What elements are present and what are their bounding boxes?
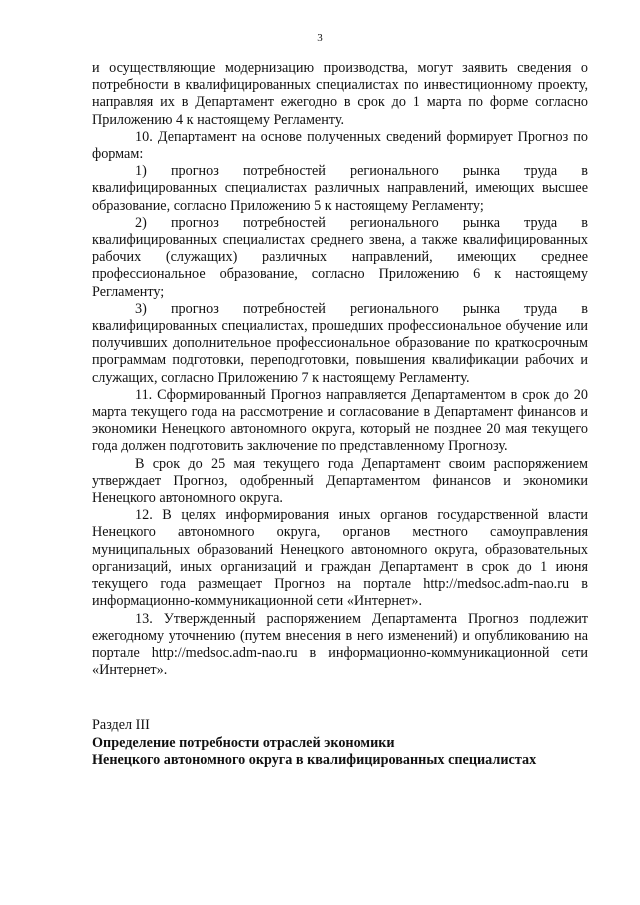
page-number: 3 [317,32,323,44]
section-title-line-2: Ненецкого автономного округа в квалифицированных специалистах [92,751,537,768]
paragraph-10: 10. Департамент на основе полученных сведений формирует Прогноз по формам: [92,128,588,163]
paragraph-13: 13. Утвержденный распоряжением Департамента Прогноз подлежит ежегодному уточнению (путем внесения в него изменений) и опубликованию на портале http://medsoc.adm-nao.ru в информационно-коммуникационной сети «Интернет». [92,610,588,679]
paragraph-11: 11. Сформированный Прогноз направляется Департаментом в срок до 20 марта текущего года на рассмотрение и согласование в Департамент финансов и экономики Ненецкого автономного округа, который не позднее 20 мая текущего года должен подготовить заключение по представленному Прогнозу. [92,386,588,455]
paragraph-12: 12. В целях информирования иных органов государственной власти Ненецкого автономного округа, органов местного самоуправления муниципальных образований Ненецкого автономного округа, образовательных организаций, иных организаций и граждан Департамент в срок до 1 июня текущего года размещает Прогноз на портале http://medsoc.adm-nao.ru в информационно-коммуникационной сети «Интернет». [92,507,588,610]
document-body [92,60,588,769]
paragraph-10-item-1: 1) прогноз потребностей регионального рынка труда в квалифицированных специалистах различных направлений, имеющих высшее образование, согласно Приложению 5 к настоящему Регламенту; [92,163,588,214]
section-title-line-1: Определение потребности отраслей экономики [92,734,395,751]
paragraph-10-item-3: 3) прогноз потребностей регионального рынка труда в квалифицированных специалистах, прошедших профессиональное обучение или получивших дополнительное профессиональное образование по краткосрочным программам подготовки, переподготовки, повышения квалификации рабочих и служащих, согласно Приложению 7 к настоящему Регламенту. [92,300,588,386]
paragraph-11-approval: В срок до 25 мая текущего года Департамент своим распоряжением утверждает Прогноз, одобренный Департаментом финансов и экономики Ненецкого автономного округа. [92,455,588,507]
paragraph-10-item-2: 2) прогноз потребностей регионального рынка труда в квалифицированных специалистах среднего звена, а также квалифицированных рабочих (служащих) различных направлений, имеющих среднее профессиональное образование, согласно Приложению 6 к настоящему Регламенту; [92,214,588,300]
paragraph-continuation: и осуществляющие модернизацию производства, могут заявить сведения о потребности в квалифицированных специалистах по инвестиционному проекту, направляя их в Департамент ежегодно в срок до 1 марта по форме согласно Приложению 4 к настоящему Регламенту. [92,60,588,128]
section-heading [92,717,588,769]
section-label: Раздел III [92,717,150,734]
